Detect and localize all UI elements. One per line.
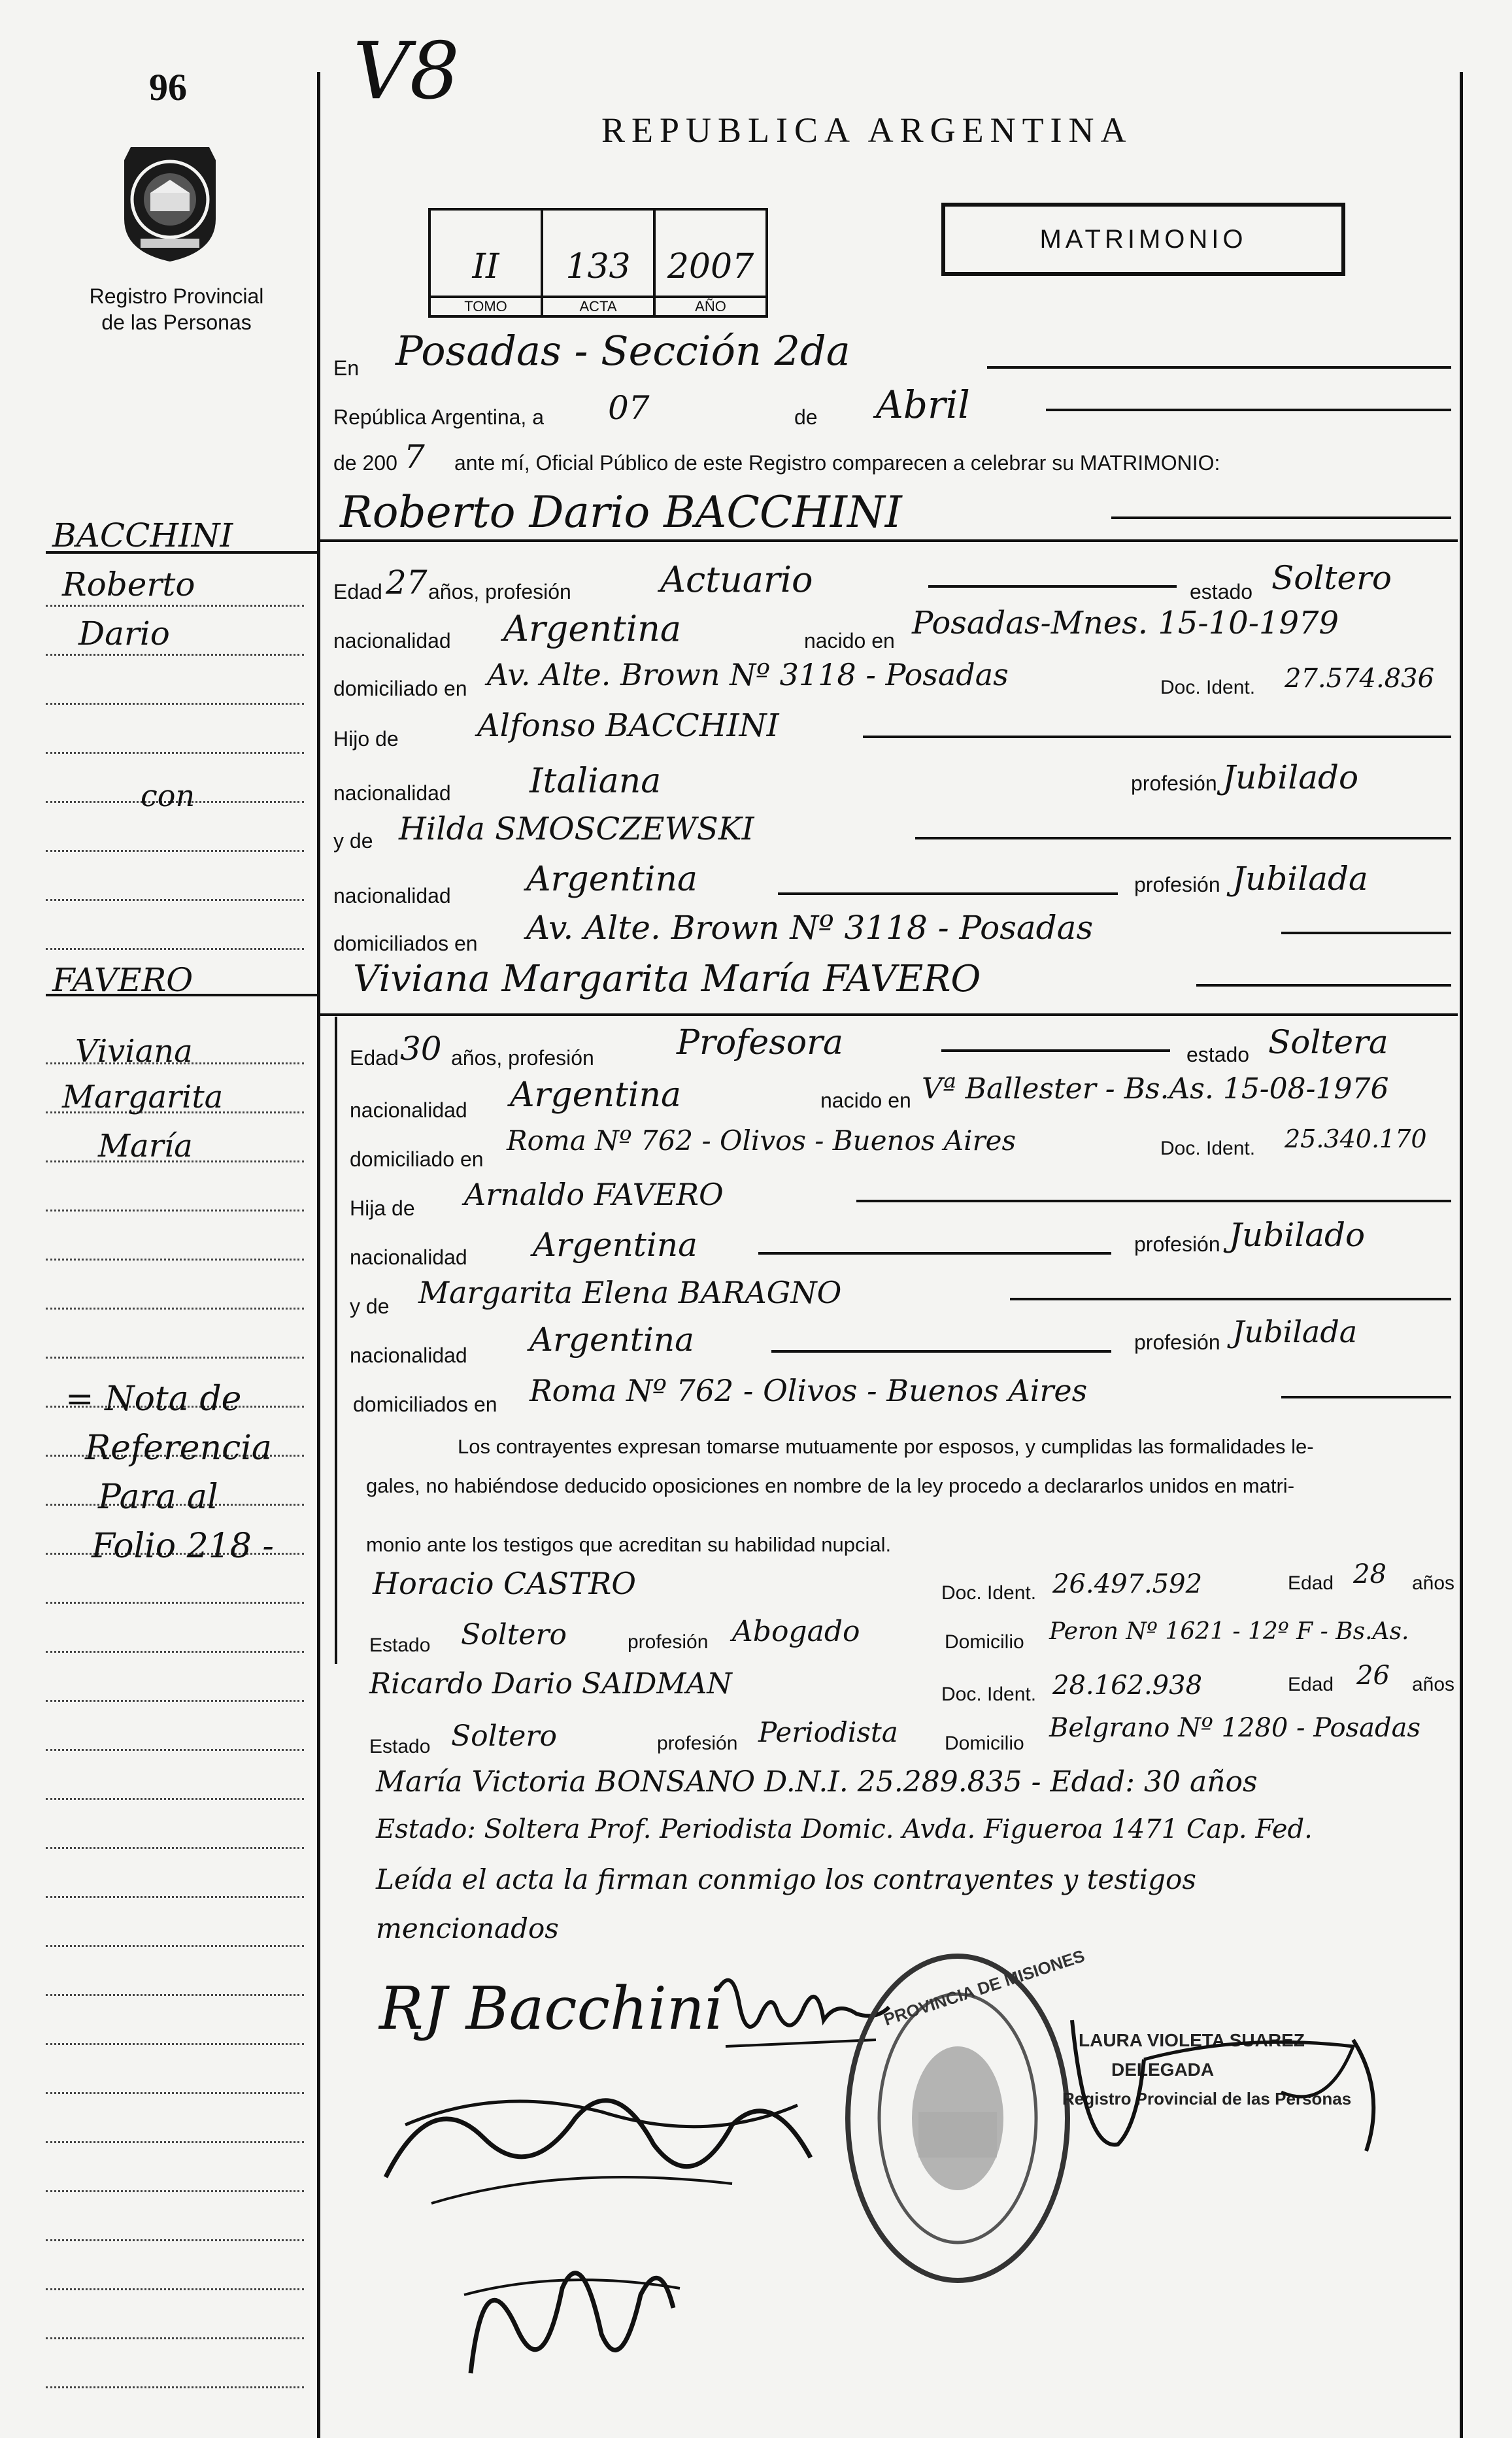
acta-value: 133	[565, 247, 631, 286]
margin-con: con	[141, 778, 195, 813]
margin-note-line1: = Nota de	[65, 1380, 242, 1419]
groom-madre-prof-label: profesión	[1134, 873, 1220, 896]
witness2-edad: 26	[1356, 1661, 1390, 1691]
bride-padre-nac: Argentina	[533, 1226, 697, 1264]
bride-domicilio-label: domiciliado en	[350, 1147, 484, 1171]
witness2-prof: Periodista	[758, 1716, 898, 1748]
groom-edad-label: Edad	[333, 580, 382, 603]
groom-nacionalidad-label: nacionalidad	[333, 629, 451, 652]
bride-full-name: Viviana Margarita María FAVERO	[353, 958, 981, 1000]
provincial-seal-icon	[111, 134, 229, 265]
witness2-estado: Soltero	[451, 1719, 557, 1753]
margin-bride-surname: FAVERO	[52, 961, 193, 999]
margin-note-line4: Folio 218 -	[92, 1527, 274, 1566]
bride-madre-prof: Jubilada	[1232, 1314, 1358, 1349]
margin-bride-name3: María	[98, 1128, 193, 1164]
groom-estado: Soltero	[1271, 559, 1392, 597]
bride-edad: 30	[400, 1030, 442, 1068]
de-label: de	[794, 405, 818, 429]
witness2-dom-label: Domicilio	[945, 1733, 1024, 1754]
republic-label: República Argentina, a	[333, 405, 544, 429]
bride-estado: Soltera	[1268, 1023, 1388, 1061]
bride-padre-prof: Jubilado	[1229, 1216, 1366, 1254]
en-label: En	[333, 356, 360, 380]
witness1-dom: Peron Nº 1621 - 12º F - Bs.As.	[1049, 1618, 1409, 1645]
groom-full-name: Roberto Dario BACCHINI	[340, 487, 902, 537]
declaration-line1: Los contrayentes expresan tomarse mutuamente por esposos, y cumplidas las formalidades le-	[458, 1435, 1314, 1458]
bride-padre-prof-label: profesión	[1134, 1232, 1220, 1256]
margin-bride-name2: Margarita	[62, 1079, 224, 1115]
bride-estado-label: estado	[1186, 1043, 1250, 1066]
witness1-estado: Soltero	[461, 1618, 567, 1651]
groom-yde-label: y de	[333, 829, 373, 853]
groom-padre-prof: Jubilado	[1222, 758, 1359, 796]
day-value: 07	[608, 389, 650, 427]
intro-statement: ante mí, Oficial Público de este Registro comparecen a celebrar su MATRIMONIO:	[454, 451, 1220, 475]
bride-padre-nac-label: nacionalidad	[350, 1245, 467, 1269]
official-stamp-line1: LAURA VIOLETA SUAREZ	[1079, 2030, 1305, 2050]
witness1-name: Horacio CASTRO	[373, 1566, 636, 1601]
declaration-line2: gales, no habiéndose deducido oposiciones en nombre de la ley procedo a declararlos unidos en matri-	[366, 1474, 1295, 1497]
margin-note-line2: Referencia	[85, 1429, 272, 1468]
witness1-edad-label: Edad	[1288, 1572, 1334, 1594]
witness2-dom: Belgrano Nº 1280 - Posadas	[1049, 1713, 1420, 1743]
groom-padres-dom: Av. Alte. Brown Nº 3118 - Posadas	[526, 909, 1094, 947]
groom-nacido: Posadas-Mnes. 15-10-1979	[912, 605, 1339, 641]
bride-madre-nac-label: nacionalidad	[350, 1344, 467, 1367]
tomo-label: TOMO	[431, 296, 541, 315]
groom-edad: 27	[386, 564, 428, 601]
declaration-line3: monio ante los testigos que acreditan su habilidad nupcial.	[366, 1533, 892, 1556]
bride-madre: Margarita Elena BARAGNO	[418, 1275, 842, 1310]
tomo-value: II	[472, 247, 499, 286]
official-stamp-line2: DELEGADA	[1111, 2059, 1215, 2080]
bride-signature-icon	[366, 2046, 824, 2216]
bride-nacido-label: nacido en	[820, 1089, 911, 1112]
official-stamp-line3: Registro Provincial de las Personas	[1062, 2089, 1352, 2108]
witness1-estado-label: Estado	[369, 1634, 431, 1656]
witness2-anos: años	[1412, 1674, 1455, 1695]
bride-profesion-label: años, profesión	[451, 1046, 594, 1070]
groom-padre-nac: Italiana	[529, 762, 662, 801]
margin-note-line3: Para al	[98, 1478, 218, 1517]
witness2-doc: 28.162.938	[1052, 1670, 1203, 1701]
bride-nacido: Vª Ballester - Bs.As. 15-08-1976	[922, 1072, 1389, 1106]
groom-nacido-label: nacido en	[804, 629, 895, 652]
witness1-dom-label: Domicilio	[945, 1631, 1024, 1653]
groom-domicilio: Av. Alte. Brown Nº 3118 - Posadas	[487, 657, 1009, 692]
bride-nacionalidad: Argentina	[510, 1075, 681, 1115]
groom-signature: RJ Bacchini	[379, 1974, 724, 2043]
official-signature-icon	[1046, 1994, 1412, 2164]
right-border	[1460, 72, 1463, 2438]
additional-line4: mencionados	[376, 1912, 559, 1944]
bride-edad-label: Edad	[350, 1046, 399, 1070]
groom-doc: 27.574.836	[1285, 664, 1435, 694]
bride-padres-dom: Roma Nº 762 - Olivos - Buenos Aires	[529, 1373, 1088, 1408]
groom-padre-prof-label: profesión	[1131, 771, 1217, 795]
witness2-edad-label: Edad	[1288, 1674, 1334, 1695]
country-title: REPUBLICA ARGENTINA	[601, 110, 1133, 150]
groom-madre: Hilda SMOSCZEWSKI	[399, 811, 754, 847]
month-value: Abril	[876, 382, 970, 427]
year-digit: 7	[404, 438, 425, 476]
additional-line2: Estado: Soltera Prof. Periodista Domic. Avda. Figueroa 1471 Cap. Fed.	[376, 1814, 1313, 1844]
groom-madre-nac-label: nacionalidad	[333, 884, 451, 907]
bride-madre-nac: Argentina	[529, 1321, 694, 1359]
registry-seal-text: PROVINCIA DE MISIONES	[881, 1946, 1087, 2029]
margin-bride-name1: Viviana	[75, 1033, 193, 1070]
witness2-name: Ricardo Dario SAIDMAN	[369, 1667, 732, 1701]
bride-nacionalidad-label: nacionalidad	[350, 1098, 467, 1122]
record-box	[428, 208, 768, 318]
groom-hijo-label: Hijo de	[333, 727, 399, 751]
registry-label-line2: de las Personas	[101, 311, 252, 334]
witness2-doc-label: Doc. Ident.	[941, 1684, 1037, 1705]
bride-padre: Arnaldo FAVERO	[464, 1177, 724, 1212]
witness1-edad: 28	[1353, 1559, 1386, 1589]
groom-padre: Alfonso BACCHINI	[477, 707, 779, 744]
bride-domicilio: Roma Nº 762 - Olivos - Buenos Aires	[507, 1125, 1016, 1157]
act-type-box: MATRIMONIO	[941, 203, 1345, 276]
groom-estado-label: estado	[1190, 580, 1253, 603]
margin-groom-name2: Dario	[78, 615, 170, 652]
left-border	[317, 72, 320, 2438]
groom-nacionalidad: Argentina	[503, 608, 682, 649]
groom-madre-prof: Jubilada	[1232, 860, 1368, 898]
groom-madre-nac: Argentina	[526, 860, 697, 899]
groom-profesion: Actuario	[660, 559, 813, 600]
witness1-doc: 26.497.592	[1052, 1569, 1203, 1599]
groom-doc-label: Doc. Ident.	[1160, 677, 1256, 698]
bride-hija-label: Hija de	[350, 1196, 415, 1220]
year-prefix: de 200	[333, 451, 397, 475]
additional-line3: Leída el acta la firman conmigo los contrayentes y testigos	[376, 1863, 1196, 1895]
third-signature-icon	[445, 2229, 693, 2399]
groom-padre-nac-label: nacionalidad	[333, 781, 451, 805]
bride-doc-label: Doc. Ident.	[1160, 1138, 1256, 1159]
additional-line1: María Victoria BONSANO D.N.I. 25.289.835 - Edad: 30 años	[376, 1765, 1258, 1799]
bride-madre-prof-label: profesión	[1134, 1330, 1220, 1354]
groom-profesion-label: años, profesión	[428, 580, 571, 603]
acta-label: ACTA	[543, 296, 653, 315]
bride-padres-dom-label: domiciliados en	[353, 1393, 497, 1416]
margin-groom-surname: BACCHINI	[52, 516, 233, 554]
bride-profesion: Profesora	[677, 1023, 844, 1062]
anio-label: AÑO	[656, 296, 765, 315]
witness1-anos: años	[1412, 1572, 1455, 1594]
bride-doc: 25.340.170	[1285, 1125, 1427, 1153]
registry-label: Registro Provincial	[89, 284, 264, 308]
witness2-prof-label: profesión	[657, 1733, 738, 1754]
groom-padres-dom-label: domiciliados en	[333, 932, 478, 955]
margin-groom-name1: Roberto	[62, 566, 195, 603]
groom-domicilio-label: domiciliado en	[333, 677, 467, 700]
corner-mark: V8	[353, 26, 460, 117]
witness1-doc-label: Doc. Ident.	[941, 1582, 1037, 1604]
page-number: 96	[149, 66, 187, 109]
anio-value: 2007	[667, 247, 754, 286]
witness1-prof: Abogado	[732, 1615, 860, 1648]
witness2-estado-label: Estado	[369, 1736, 431, 1757]
place-value: Posadas - Sección 2da	[395, 327, 850, 375]
witness1-prof-label: profesión	[628, 1631, 709, 1653]
bride-yde-label: y de	[350, 1295, 390, 1318]
